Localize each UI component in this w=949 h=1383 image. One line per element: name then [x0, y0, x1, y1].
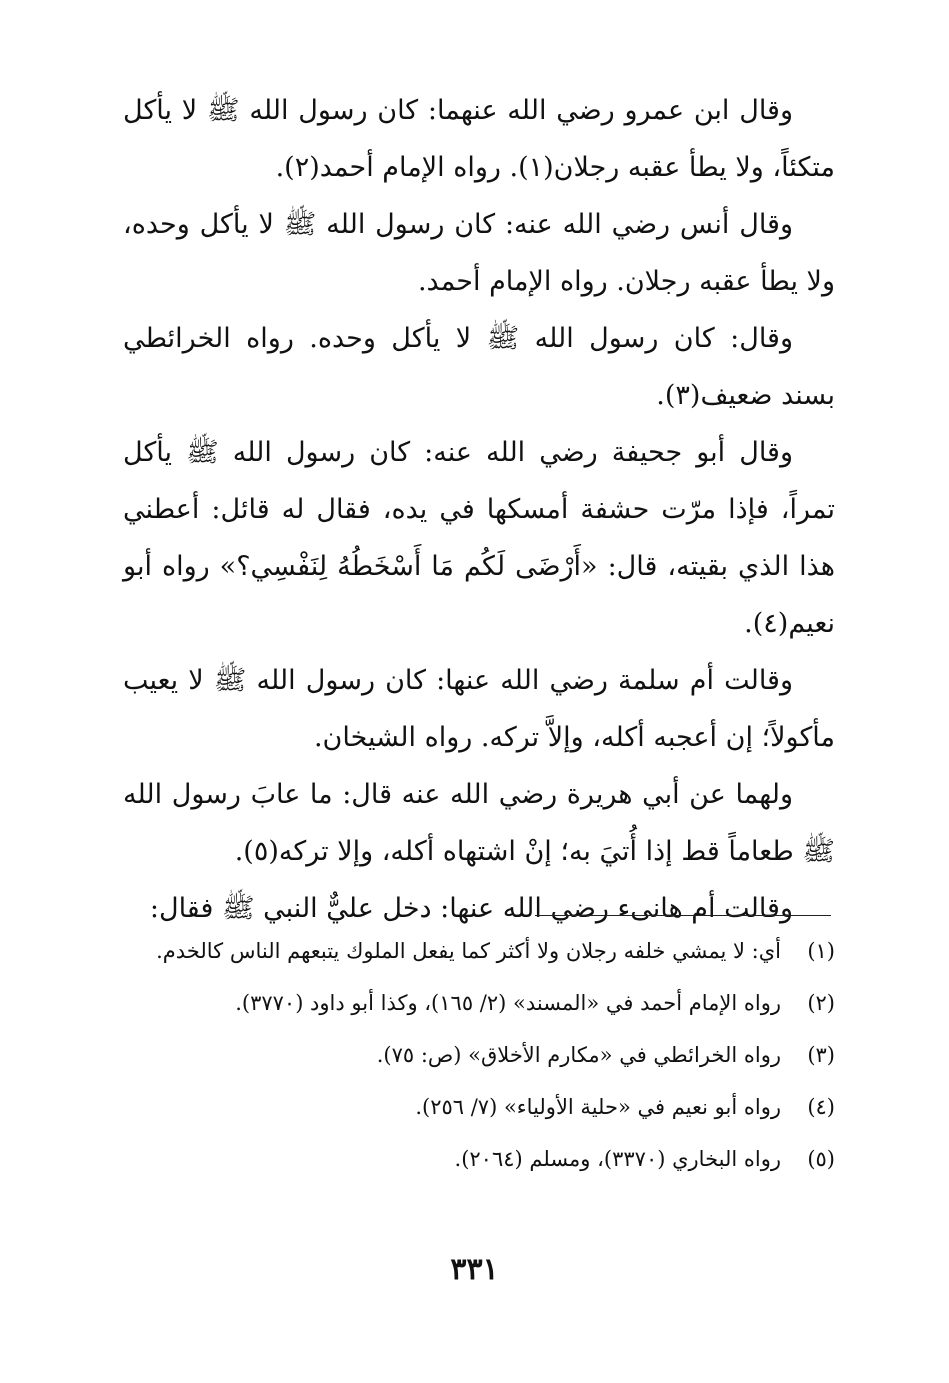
footnote-5: [123, 1133, 835, 1185]
paragraph-anas: وقال أنس رضي الله عنه: كان رسول الله ﷺ لا يأكل وحده، ولا يطأ عقبه رجلان. رواه الإمام أحمد.: [123, 209, 835, 297]
footnotes: [123, 925, 835, 1185]
footnote-text: رواه الإمام أحمد في «المسند» (٢/ ١٦٥)، وكذا أبو داود (٣٧٧٠).: [235, 991, 781, 1015]
footnote-text: أي: لا يمشي خلفه رجلان ولا أكثر كما يفعل الملوك يتبعهم الناس كالخدم.: [156, 939, 781, 963]
footnote-2: [123, 977, 835, 1029]
footnote-3: [123, 1029, 835, 1081]
paragraph-ibn-umar: وقال ابن عمرو رضي الله عنهما: كان رسول الله ﷺ لا يأكل متكئاً، ولا يطأ عقبه رجلان(١). رواه الإمام أحمد(٢).: [123, 95, 835, 183]
footnote-number: (٥): [807, 1147, 835, 1171]
footnote-4: [123, 1081, 835, 1133]
footnote-1: [123, 925, 835, 977]
footnote-number: (٤): [807, 1095, 835, 1119]
page-number: ٣٣١: [450, 1252, 499, 1287]
footnote-text: رواه أبو نعيم في «حلية الأولياء» (٧/ ٢٥٦).: [415, 1095, 781, 1119]
footnote-number: (١): [807, 939, 835, 963]
footnote-divider: [535, 915, 831, 916]
footnote-number: (٢): [807, 991, 835, 1015]
main-text: [123, 82, 835, 937]
paragraph-umm-salama: وقالت أم سلمة رضي الله عنها: كان رسول الله ﷺ لا يعيب مأكولاً؛ إن أعجبه أكله، وإلاَّ تركه. رواه الشيخان.: [123, 665, 835, 753]
paragraph-kharaiti: وقال: كان رسول الله ﷺ لا يأكل وحده. رواه الخرائطي بسند ضعيف(٣).: [123, 323, 835, 411]
paragraph-abu-juhayfa: وقال أبو جحيفة رضي الله عنه: كان رسول الله ﷺ يأكل تمراً، فإذا مرّت حشفة أمسكها في يده، فقال له قائل: أعطني هذا الذي بقيته، قال: «أَرْضَى لَكُم مَا أَسْخَطُهُ لِنَفْسِي؟» رواه أبو نعيم(٤).: [123, 437, 835, 639]
footnote-number: (٣): [807, 1043, 835, 1067]
paragraph-abu-hurayra: ولهما عن أبي هريرة رضي الله عنه قال: ما عابَ رسول الله ﷺ طعاماً قط إذا أُتيَ به؛ إنْ اشتهاه أكله، وإلا تركه(٥).: [123, 779, 835, 867]
footnote-text: رواه الخرائطي في «مكارم الأخلاق» (ص: ٧٥).: [376, 1043, 781, 1067]
footnote-text: رواه البخاري (٣٣٧٠)، ومسلم (٢٠٦٤).: [454, 1147, 781, 1171]
paragraph-umm-hani: وقالت أم هانىء رضي الله عنها: دخل عليٌّ النبي ﷺ فقال:: [149, 893, 793, 924]
